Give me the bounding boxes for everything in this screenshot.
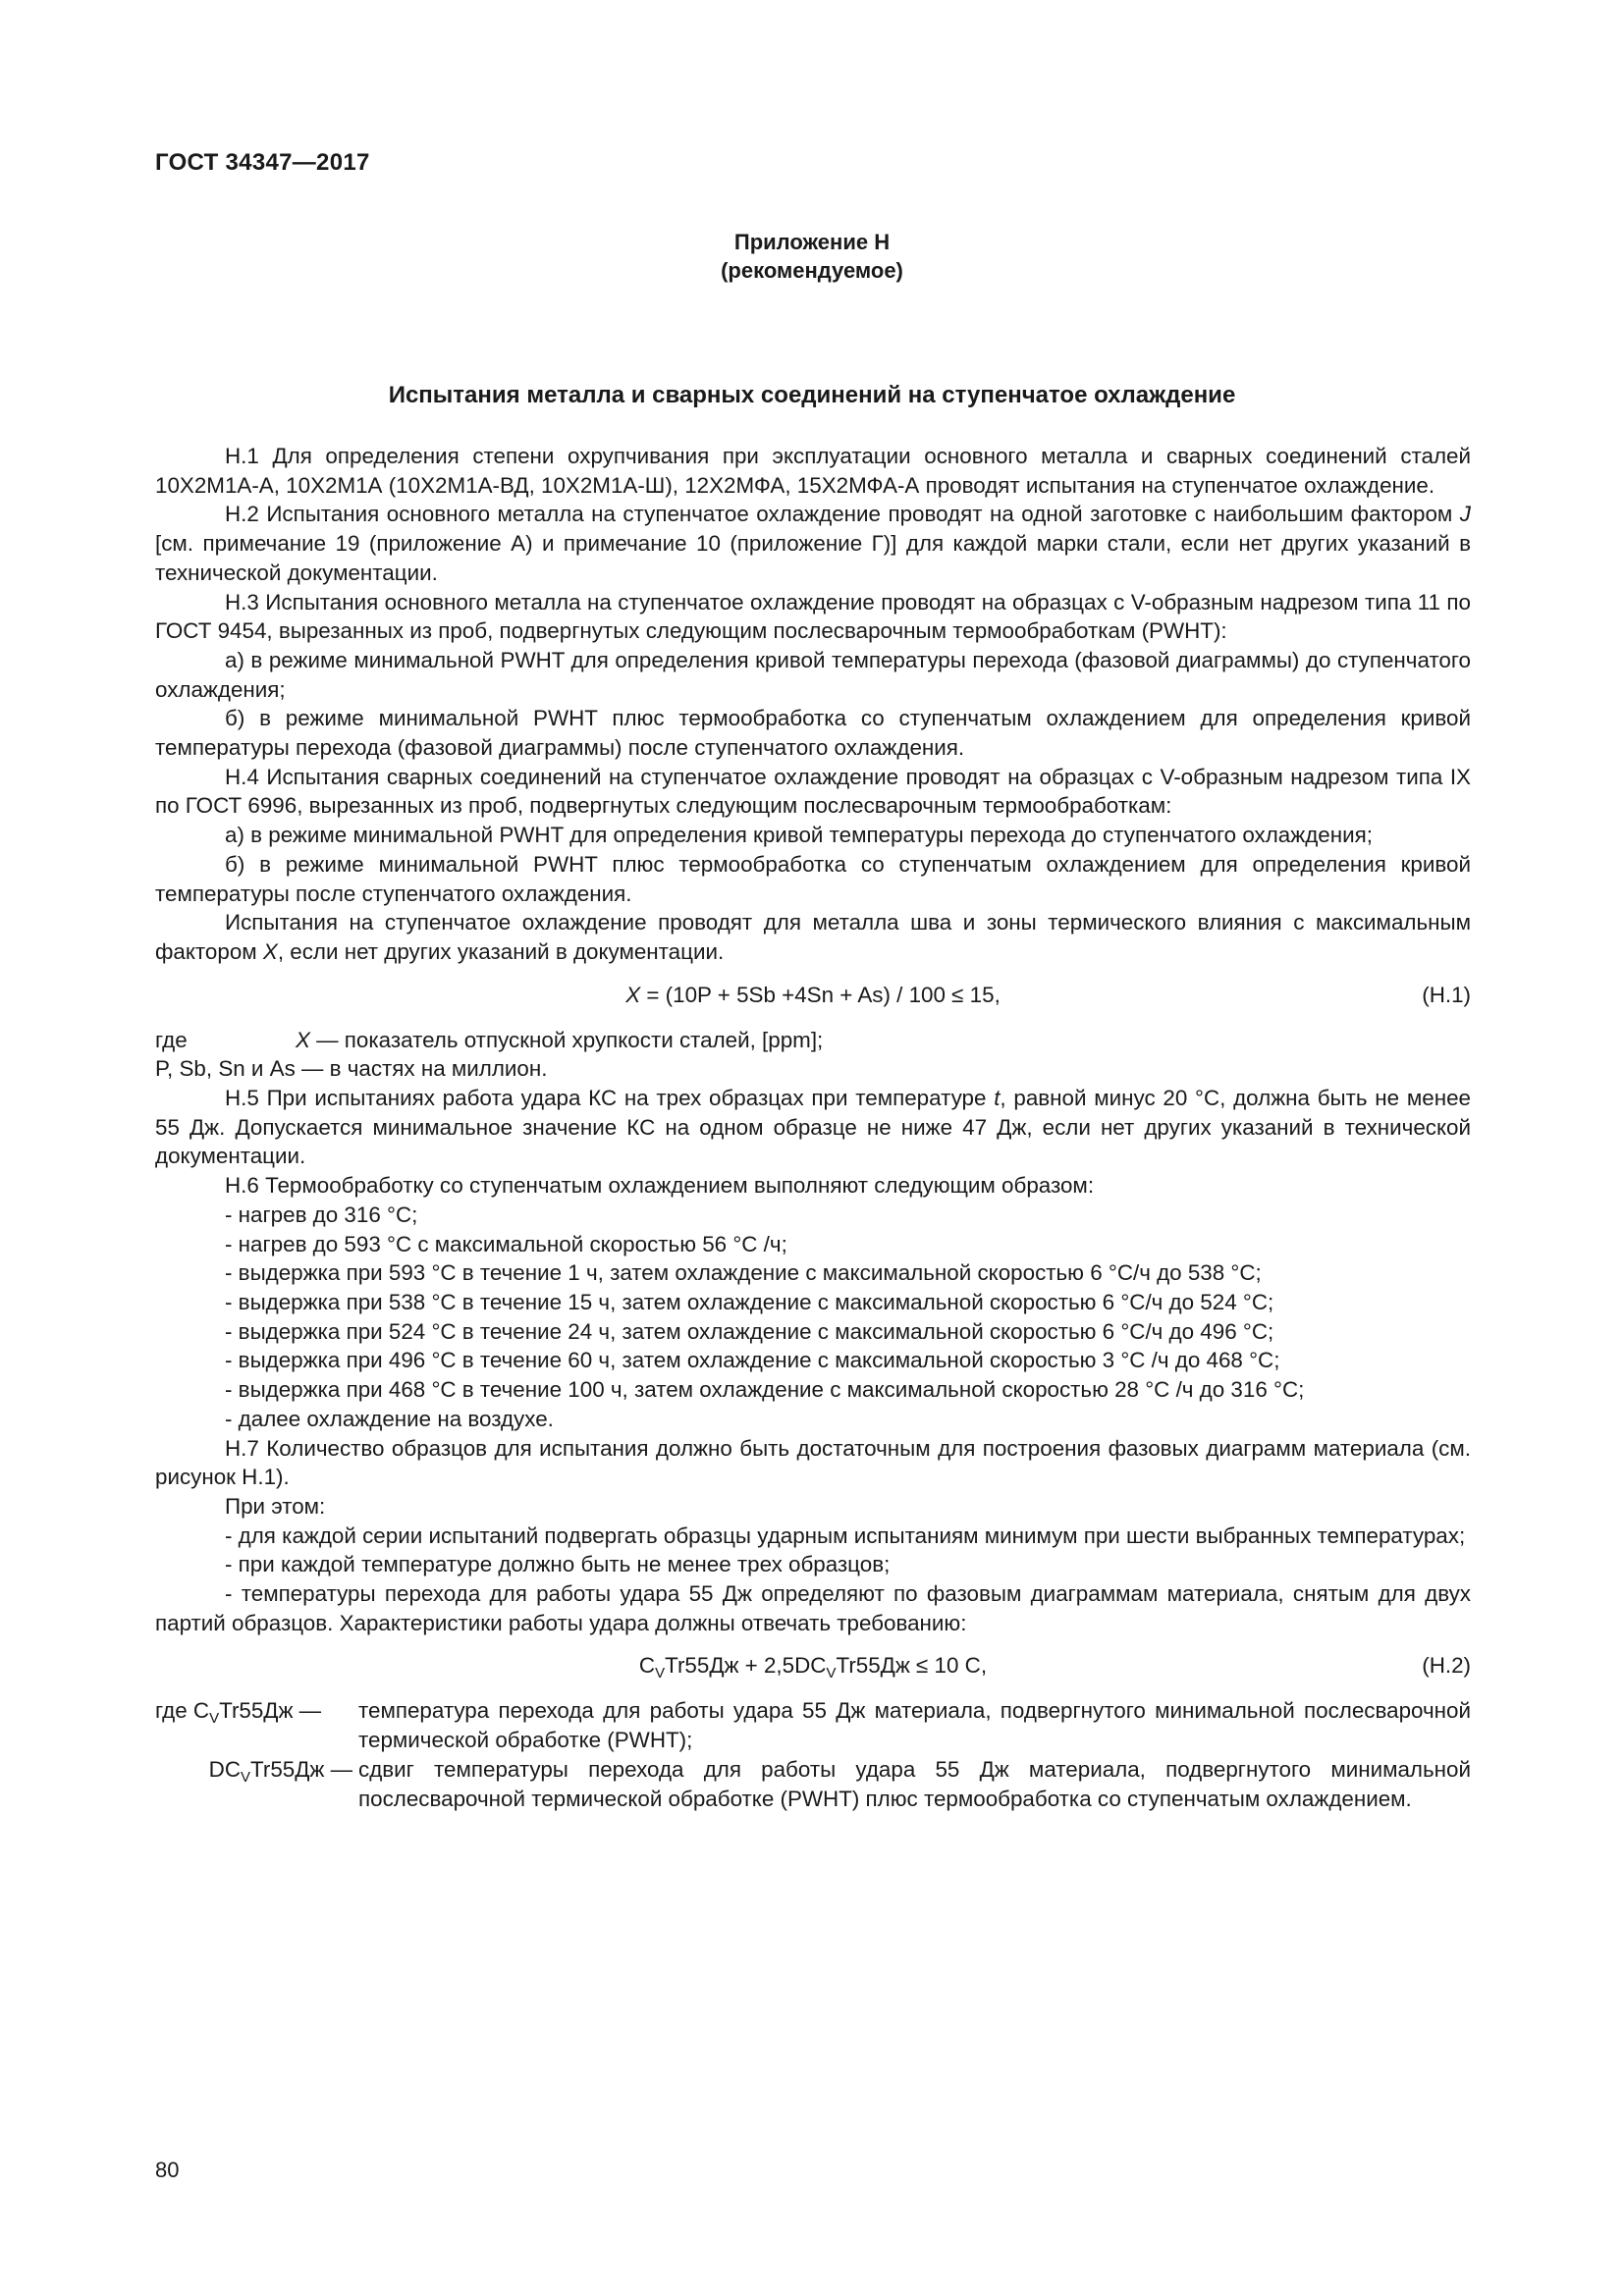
symbol-j: J <box>1459 502 1471 527</box>
annex-heading <box>0 228 1624 285</box>
list-item: - нагрев до 593 °С с максимальной скоростью 56 °С /ч; <box>225 1231 787 1256</box>
list-item: - выдержка при 593 °С в течение 1 ч, затем охлаждение с максимальной скоростью 6 °С/ч до 538 °С; <box>225 1260 1262 1286</box>
page-number: 80 <box>155 2158 180 2182</box>
annex-subtitle: (рекомендуемое) <box>721 258 903 283</box>
list-item: - выдержка при 468 °С в течение 100 ч, затем охлаждение с максимальной скоростью 28 °С /ч до 316 °С; <box>225 1377 1305 1403</box>
document-code: ГОСТ 34347—2017 <box>155 149 370 176</box>
formula-h2-number: (Н.2) <box>1422 1653 1471 1679</box>
where-term <box>155 1696 358 1754</box>
text-span: DC <box>208 1756 242 1782</box>
formula-h1-expression <box>155 981 1471 1010</box>
paragraph-h7: Н.7 Количество образцов для испытания должно быть достаточным для построения фазовых диаграмм материала (см. рисунок Н.1). <box>155 1435 1471 1490</box>
formula-h1-number: (Н.1) <box>1422 982 1471 1007</box>
text-span: Tr55Дж ≤ 10 С, <box>836 1653 988 1679</box>
text-span: Tr55Дж + 2,5DC <box>665 1653 827 1679</box>
text-span: C <box>638 1653 656 1679</box>
list-item: - нагрев до 316 °С; <box>225 1201 418 1227</box>
document-body <box>155 442 1471 1813</box>
symbol-t: t <box>994 1086 1001 1111</box>
section-title: Испытания металла и сварных соединений на ступенчатое охлаждение <box>388 382 1236 408</box>
paragraph-h6: Н.6 Термообработку со ступенчатым охлаждением выполняют следующим образом: <box>225 1173 1095 1199</box>
formula-h1 <box>155 975 1471 1018</box>
where-definition: температура перехода для работы удара 55 Дж материала, подвергнутого минимальной послесварочной термической обработке (PWHT); <box>358 1698 1471 1753</box>
paragraph-h3-a: а) в режиме минимальной PWHT для определения кривой температуры перехода (фазовой диаграммы) до ступенчатого охлаждения; <box>155 647 1471 702</box>
text-span: Tr55Дж — <box>219 1698 322 1724</box>
list-item: - температуры перехода для работы удара 55 Дж определяют по фазовым диаграммам материала, снятым для двух партий образцов. Характеристики работы удара должны отвечать требованию: <box>155 1581 1471 1635</box>
where-block-2-row-2 <box>155 1755 1471 1813</box>
subscript: V <box>209 1710 220 1728</box>
text-span: — показатель отпускной хрупкости сталей, [ppm]; <box>309 1027 824 1052</box>
list-item: - далее охлаждение на воздухе. <box>225 1406 554 1431</box>
annex-title: Приложение Н <box>733 230 891 254</box>
formula-h2 <box>155 1645 1471 1688</box>
paragraph-h5 <box>155 1084 1471 1171</box>
formula-rhs: = (10P + 5Sb +4Sn + As) / 100 ≤ 15, <box>640 982 1001 1007</box>
paragraph-h3: Н.3 Испытания основного металла на ступенчатое охлаждение проводят на образцах с V-образным надрезом типа 11 по ГОСТ 9454, вырезанных из проб, подвергнутых следующим послесварочным термообработкам (PWHT): <box>155 589 1471 644</box>
paragraph-h7-pri: При этом: <box>225 1493 326 1519</box>
where-definition: сдвиг температуры перехода для работы удара 55 Дж материала, подвергнутого минимальной послесварочной термической обработке (PWHT) плюс термообработка со ступенчатым охлаждением. <box>358 1756 1471 1811</box>
list-item: - для каждой серии испытаний подвергать образцы ударным испытаниям минимум при шести выбранных температурах; <box>225 1522 1466 1548</box>
list-item: - выдержка при 524 °С в течение 24 ч, затем охлаждение с максимальной скоростью 6 °С/ч до 496 °С; <box>225 1318 1274 1344</box>
paragraph-h1: Н.1 Для определения степени охрупчивания при эксплуатации основного металла и сварных соединений сталей 10Х2М1А-А, 10Х2М1А (10Х2М1А-ВД, 10Х2М1А-Ш), 12Х2МФА, 15Х2МФА-А проводят испытания на ступенчатое охлаждение. <box>155 444 1471 498</box>
text-span: Испытания на ступенчатое охлаждение проводят для металла шва и зоны термического влияния с максимальным фактором <box>155 910 1471 964</box>
paragraph-h3-b: б) в режиме минимальной PWHT плюс термообработка со ступенчатым охлаждением для определения кривой температуры перехода (фазовой диаграммы) после ступенчатого охлаждения. <box>155 706 1471 761</box>
subscript: V <box>826 1665 837 1682</box>
text-span: где C <box>155 1698 210 1724</box>
where-block-2-row-1 <box>155 1696 1471 1754</box>
paragraph-h4-a: а) в режиме минимальной PWHT для определения кривой температуры перехода до ступенчатого охлаждения; <box>225 823 1373 848</box>
list-item: - выдержка при 496 °С в течение 60 ч, затем охлаждение с максимальной скоростью 3 °С /ч до 468 °С; <box>225 1348 1280 1373</box>
text-span: Н.5 При испытаниях работа удара КС на трех образцах при температуре <box>225 1086 995 1111</box>
paragraph-h2 <box>155 500 1471 587</box>
where-block-1 <box>155 1026 1471 1055</box>
where-definition <box>296 1026 823 1055</box>
text-span: Н.2 Испытания основного металла на ступенчатое охлаждение проводят на одной заготовке с наибольшим фактором <box>225 502 1460 527</box>
text-span: , если нет других указаний в документации. <box>277 938 725 964</box>
paragraph-h4-c <box>155 908 1471 966</box>
subscript: V <box>241 1768 251 1786</box>
paragraph-h4: Н.4 Испытания сварных соединений на ступенчатое охлаждение проводят на образцах с V-образным надрезом типа IX по ГОСТ 6996, вырезанных из проб, подвергнутых следующим послесварочным термообработкам: <box>155 764 1471 819</box>
text-span: [см. примечание 19 (приложение А) и примечание 10 (приложение Г)] для каждой марки стали, если нет других указаний в технической документации. <box>155 531 1471 585</box>
where-term <box>155 1755 358 1813</box>
subscript: V <box>655 1665 666 1682</box>
formula-h2-expression <box>155 1651 1471 1681</box>
symbol-x: X <box>296 1027 310 1052</box>
symbol-x: X <box>262 938 278 964</box>
list-item: - при каждой температуре должно быть не менее трех образцов; <box>225 1552 891 1577</box>
text-span: , равной минус 20 °С, должна быть не менее 55 Дж. Допускается минимальное значение КС на одном образце не ниже 47 Дж, если нет других указаний в технической документации. <box>155 1086 1471 1169</box>
paragraph-h4-b: б) в режиме минимальной PWHT плюс термообработка со ступенчатым охлаждением для определения кривой температуры после ступенчатого охлаждения. <box>155 851 1471 906</box>
symbol-x: X <box>625 982 641 1007</box>
where-line-2: P, Sb, Sn и As — в частях на миллион. <box>155 1056 548 1082</box>
list-item: - выдержка при 538 °С в течение 15 ч, затем охлаждение с максимальной скоростью 6 °С/ч до 524 °С; <box>225 1289 1274 1314</box>
where-label: где <box>155 1027 188 1052</box>
text-span: Tr55Дж — <box>250 1756 352 1782</box>
